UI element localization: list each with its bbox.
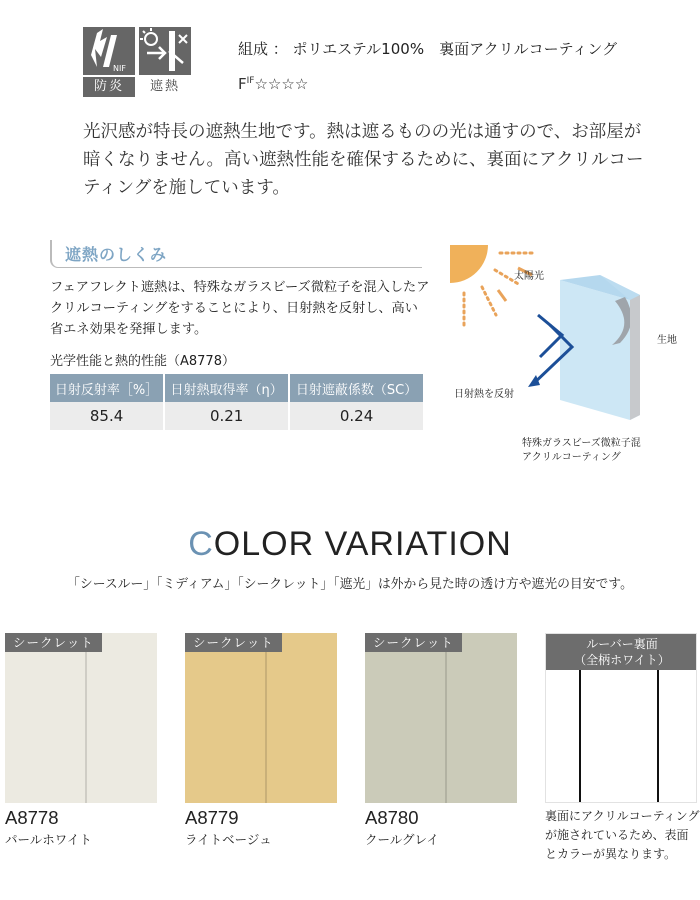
swatch-seam xyxy=(445,633,447,803)
fabric-label: 生地 xyxy=(657,335,677,346)
performance-table xyxy=(50,374,423,430)
louver-tag-line1: ルーバー裏面 xyxy=(586,637,658,651)
opacity-tag: シークレット xyxy=(185,633,282,652)
color-name-a8778: パールホワイト xyxy=(5,832,92,847)
intro-text: 光沢感が特長の遮熱生地です。熱は遮るものの光は通すので、お部屋が暗くなりません。高い遮熱性能を確保するために、裏面にアクリルコーティングを施しています。 xyxy=(83,122,644,198)
louver-back-swatch[interactable] xyxy=(545,633,697,803)
louver-slat xyxy=(579,670,581,803)
coating-label-1: 特殊ガラスビーズ微粒子混 xyxy=(522,438,641,449)
nif-mark: NIF xyxy=(113,64,126,73)
color-name-a8780: クールグレイ xyxy=(365,832,439,847)
coating-label-2: アクリルコーティング xyxy=(522,452,621,463)
composition-spec: 組成 ： ポリエステル100% 裏面アクリルコーティング xyxy=(238,40,618,58)
louver-tag-line2: （全柄ホワイト） xyxy=(574,653,670,667)
heat-shield-badge xyxy=(139,27,191,97)
flame-retardant-caption: 防炎 xyxy=(83,77,135,97)
f-prefix: F xyxy=(238,75,247,93)
mechanism-title: 遮熱のしくみ xyxy=(65,245,168,264)
opacity-tag: シークレット xyxy=(5,633,102,652)
performance-table-caption: 光学性能と熱的性能（A8778） xyxy=(50,354,235,369)
louver-slat xyxy=(657,670,659,803)
color-swatch-a8779[interactable] xyxy=(185,633,337,803)
table-row xyxy=(50,402,423,430)
flame-retardant-icon xyxy=(83,27,135,75)
flame-retardant-badge xyxy=(83,27,135,97)
value-solar-heat-gain: 0.21 xyxy=(164,402,289,430)
value-shading-coefficient: 0.24 xyxy=(289,402,423,430)
value-solar-reflectance: 85.4 xyxy=(50,402,164,430)
f-stars: ☆☆☆☆ xyxy=(254,75,309,93)
fabric-layer xyxy=(630,295,640,420)
color-swatch-a8780[interactable] xyxy=(365,633,517,803)
louver-tag xyxy=(546,634,697,670)
sun-label: 太陽光 xyxy=(514,271,544,282)
mechanism-description: フェアフレクト遮熱は、特殊なガラスビーズ微粒子を混入したアクリルコーティングをすることにより、日射熱を反射し、高い省エネ効果を発揮します。 xyxy=(50,280,430,337)
reflect-arrow-icon xyxy=(528,375,540,387)
diagram-graphic xyxy=(440,235,690,465)
header-solar-reflectance: 日射反射率［%］ xyxy=(50,374,164,402)
swatch-seam xyxy=(85,633,87,803)
f-sup: IF xyxy=(246,76,255,86)
opacity-tag: シークレット xyxy=(365,633,462,652)
color-code-a8778: A8778 xyxy=(5,807,59,828)
title-first-letter: C xyxy=(188,525,214,563)
certification-badges xyxy=(83,27,191,97)
formaldehyde-rating xyxy=(238,75,308,93)
color-code-a8780: A8780 xyxy=(365,807,419,828)
header-shading-coefficient: 日射遮蔽係数（SC） xyxy=(289,374,423,402)
color-code-a8779: A8779 xyxy=(185,807,239,828)
sun-icon xyxy=(450,245,488,283)
swatch-seam xyxy=(265,633,267,803)
mechanism-heading xyxy=(50,240,422,268)
heat-shield-icon xyxy=(139,27,191,75)
title-rest: OLOR VARIATION xyxy=(213,525,512,563)
reflect-label: 日射熱を反射 xyxy=(454,389,514,400)
color-swatch-a8778[interactable] xyxy=(5,633,157,803)
color-name-a8779: ライトベージュ xyxy=(185,832,272,847)
louver-note: 裏面にアクリルコーティングが施されているため、表面とカラーが異なります。 xyxy=(545,809,700,861)
heat-reflection-diagram xyxy=(440,235,690,465)
color-variation-title xyxy=(0,525,700,564)
color-variation-description: 「シースルー」「ミディアム」「シークレット」「遮光」は外から見た時の透け方や遮光の目安です。 xyxy=(67,577,633,592)
header-solar-heat-gain: 日射熱取得率（η） xyxy=(164,374,289,402)
heat-shield-caption: 遮熱 xyxy=(139,77,191,97)
